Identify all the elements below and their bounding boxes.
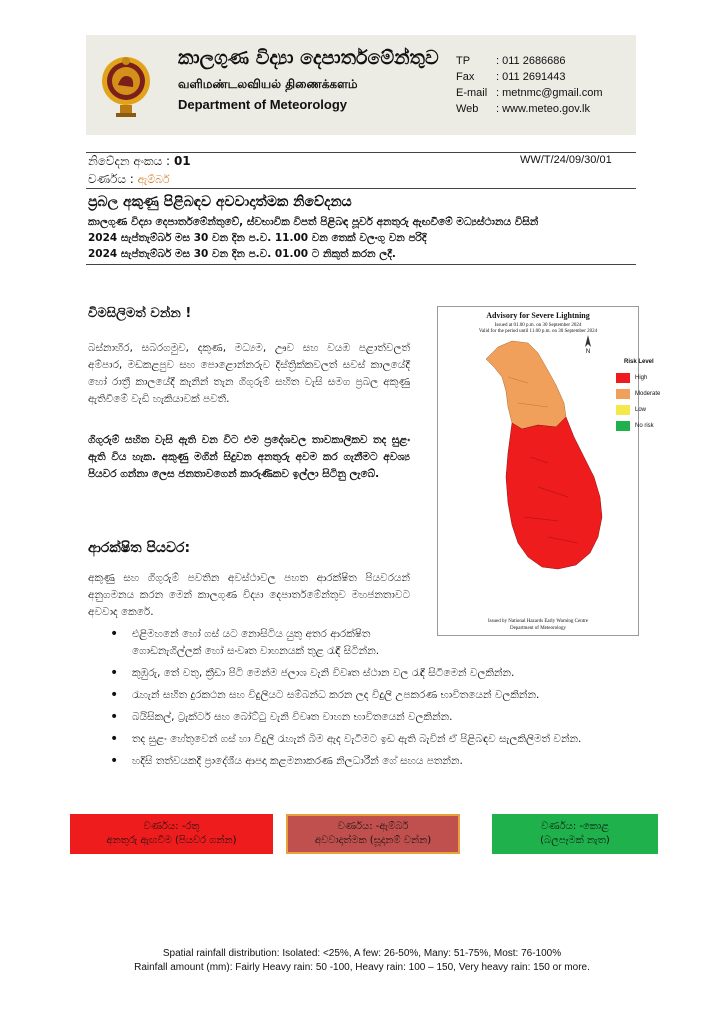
divider bbox=[86, 152, 636, 153]
issue-details: කාලගුණ විද්‍යා දෙපාර්තමේන්තුවේ, ස්වභාවික විපත් පිළිබඳ පූර්ව අනතුරු ඇඟවීමේ මධ්‍යස්ථානය විසින් 2024 සැප්තැම්බර් මස 30 වන දින ප.ව. 11.00 වන තෙක් වලංගු වන පරිදි 2024 සැප්තැම්බර් මස 30 වන දින ප.ව. 01.00 ට නිකුත් කරන ලදී. bbox=[88, 216, 539, 260]
north-label: N bbox=[585, 349, 591, 355]
map-issued: Issued at 01.00 p.m. on 30 September 2024 bbox=[494, 323, 582, 328]
legend-swatch bbox=[616, 373, 630, 383]
contact-row-fax: Fax : 011 2691443 bbox=[456, 71, 566, 83]
warning-box-green: වර්ණය: -කොළ (බලපෑමක් නැත) bbox=[492, 814, 658, 854]
precaution-heading: ආරක්ෂිත පියවර: bbox=[88, 540, 191, 556]
beware-heading: විමසිලිමත් වන්න ! bbox=[88, 306, 192, 321]
map-title: Advisory for Severe Lightning bbox=[486, 311, 590, 320]
legend-swatch bbox=[616, 421, 630, 431]
org-name-english: Department of Meteorology bbox=[178, 97, 348, 112]
legend-item-moderate: Moderate bbox=[616, 389, 660, 399]
legend-swatch bbox=[616, 405, 630, 415]
sri-lanka-map bbox=[438, 307, 638, 635]
notice-number: නිවේදන අංකය : 01 bbox=[88, 154, 191, 168]
legend-swatch bbox=[616, 389, 630, 399]
map-region-high bbox=[506, 417, 602, 569]
org-name-tamil: வளிமண்டலவியல் திணைக்களம் bbox=[178, 77, 358, 91]
legend-item-no-risk: No risk bbox=[616, 421, 654, 431]
lightning-risk-map bbox=[437, 306, 661, 636]
reference-code: WW/T/24/09/30/01 bbox=[520, 154, 612, 166]
legend-item-low: Low bbox=[616, 405, 646, 415]
contact-row-email: E-mail : metnmc@gmail.com bbox=[456, 87, 603, 99]
sri-lanka-emblem-icon bbox=[100, 49, 152, 121]
color-category: වර්ණය : ඇම්බර් bbox=[88, 172, 170, 186]
advisory-title: ප්‍රබල අකුණු පිළිබඳව අවවාදාත්මක නිවේදනය bbox=[88, 194, 352, 210]
legend-title: Risk Level bbox=[624, 359, 654, 365]
footer-rainfall-distribution: Spatial rainfall distribution: Isolated: <25%, A few: 26-50%, Many: 51-75%, Most: 76-100% bbox=[162, 948, 562, 959]
footer-rainfall-amount: Rainfall amount (mm): Fairly Heavy rain: 50 -100, Heavy rain: 100 – 150, Very heavy rain: 150 or more. bbox=[134, 962, 590, 973]
warning-box-amber: වර්ණය: -ඇම්බර් අවවාදාත්මක (සූදානම් වන්න) bbox=[286, 814, 460, 854]
list-item: • හදිසි තත්වයකදී ප්‍රාදේශීය ආපදා කළමනාකරණ නිලධාරීන් ගේ සහය පතන්න. bbox=[108, 753, 640, 770]
contact-row-web: Web : www.meteo.gov.lk bbox=[456, 103, 590, 115]
divider bbox=[86, 264, 636, 265]
warning-paragraph: ගිගුරුම් සහිත වැසි ඇති වන විට එම ප්‍රදේශවල තාවකාලිකව තද සුළං ඇති විය හැක. අකුණු මගින් සිදුවන අනතුරු අවම කර ගැනීමට අවශ්‍ය පියවර ගන්නා ලෙස ජනතාවගෙන් කාරුණිකව ඉල්ලා සිටිනු ලැබේ. bbox=[88, 434, 410, 480]
map-valid: Valid for the period until 11.00 p.m. on 30 September 2024 bbox=[478, 329, 598, 334]
contact-row-tp: TP : 011 2686686 bbox=[456, 55, 566, 67]
list-item: • එළිමහනේ හෝ ගස් යට නොසිටිය යුතු අතර ආරක්ෂිත ගොඩනැගිල්ලක් හෝ සංවෘත වාහනයක් තුළ රැඳී සිටින්න. bbox=[108, 626, 640, 660]
map-footer-issuer: Issued by National Hazards Early Warning Centre bbox=[487, 619, 589, 624]
list-item: • තද සුළං හේතුවෙන් ගස් හා විදුලි රැහැන් බිම ඇද වැටීමට ඉඩ ඇති බැවින් ඒ පිළිබඳව සැලකිලිමත් වන්න. bbox=[108, 731, 640, 748]
precaution-intro: අකුණු සහ ගිගුරුම් පවතින අවස්ථාවල පහත ආරක්ෂිත පියවරයන් අනුගමනය කරන මෙන් කාලගුණ විද්‍යා දෙපාර්තමේන්තුව මහජනතාවට අවවාද කෙරේ. bbox=[88, 572, 410, 618]
list-item: • රැහැන් සහිත දුරකථන සහ විදුලියට සම්බන්ධ කරන ලද විදුලි උපකරණ භාවිතයෙන් වලකින්න. bbox=[108, 687, 640, 704]
precaution-list bbox=[108, 626, 640, 775]
divider bbox=[86, 188, 636, 189]
legend-item-high: High bbox=[616, 373, 647, 383]
north-arrow-icon bbox=[585, 335, 591, 347]
advisory-paragraph: බස්නාහිර, සබරගමුව, දකුණ, මධ්‍යම, ඌව සහ වයඹ පළාත්වලත් අම්පාර, මඩකළපුව සහ පොළොන්නරුව දිස්ත්‍රික්කවලත් සවස් කාලයේදී හෝ රාත්‍රී කාලයේදී කැනින් තැන ගිගුරුම් සහිත වැසි සමග ප්‍රබල අකුණු ඇතිවීමේ වැඩි හැකියාවක් පවතී. bbox=[88, 342, 410, 405]
org-name-sinhala: කාලගුණ විද්‍යා දෙපාර්තමේන්තුව bbox=[178, 47, 439, 69]
contact-block bbox=[456, 53, 603, 117]
map-region-moderate bbox=[486, 341, 566, 429]
warning-box-red: වර්ණය: -රතු අනතුරු ඇඟවීම (පියවර ගන්න) bbox=[70, 814, 273, 854]
list-item: • බයිසිකල්, ට්‍රැක්ටර් සහ බෝට්ටු වැනි විවෘත වාහන භාවිතයෙන් වලකින්න. bbox=[108, 709, 640, 726]
header-banner bbox=[86, 35, 636, 135]
list-item: • කුඹුරු, තේ වතු, ක්‍රීඩා පිටි මෙන්ම ජලාශ වැනි විවෘත ස්ථාන වල රැඳී සිටීමෙන් වලකින්න. bbox=[108, 665, 640, 682]
map-footer-department: Department of Meteorology bbox=[509, 626, 567, 631]
